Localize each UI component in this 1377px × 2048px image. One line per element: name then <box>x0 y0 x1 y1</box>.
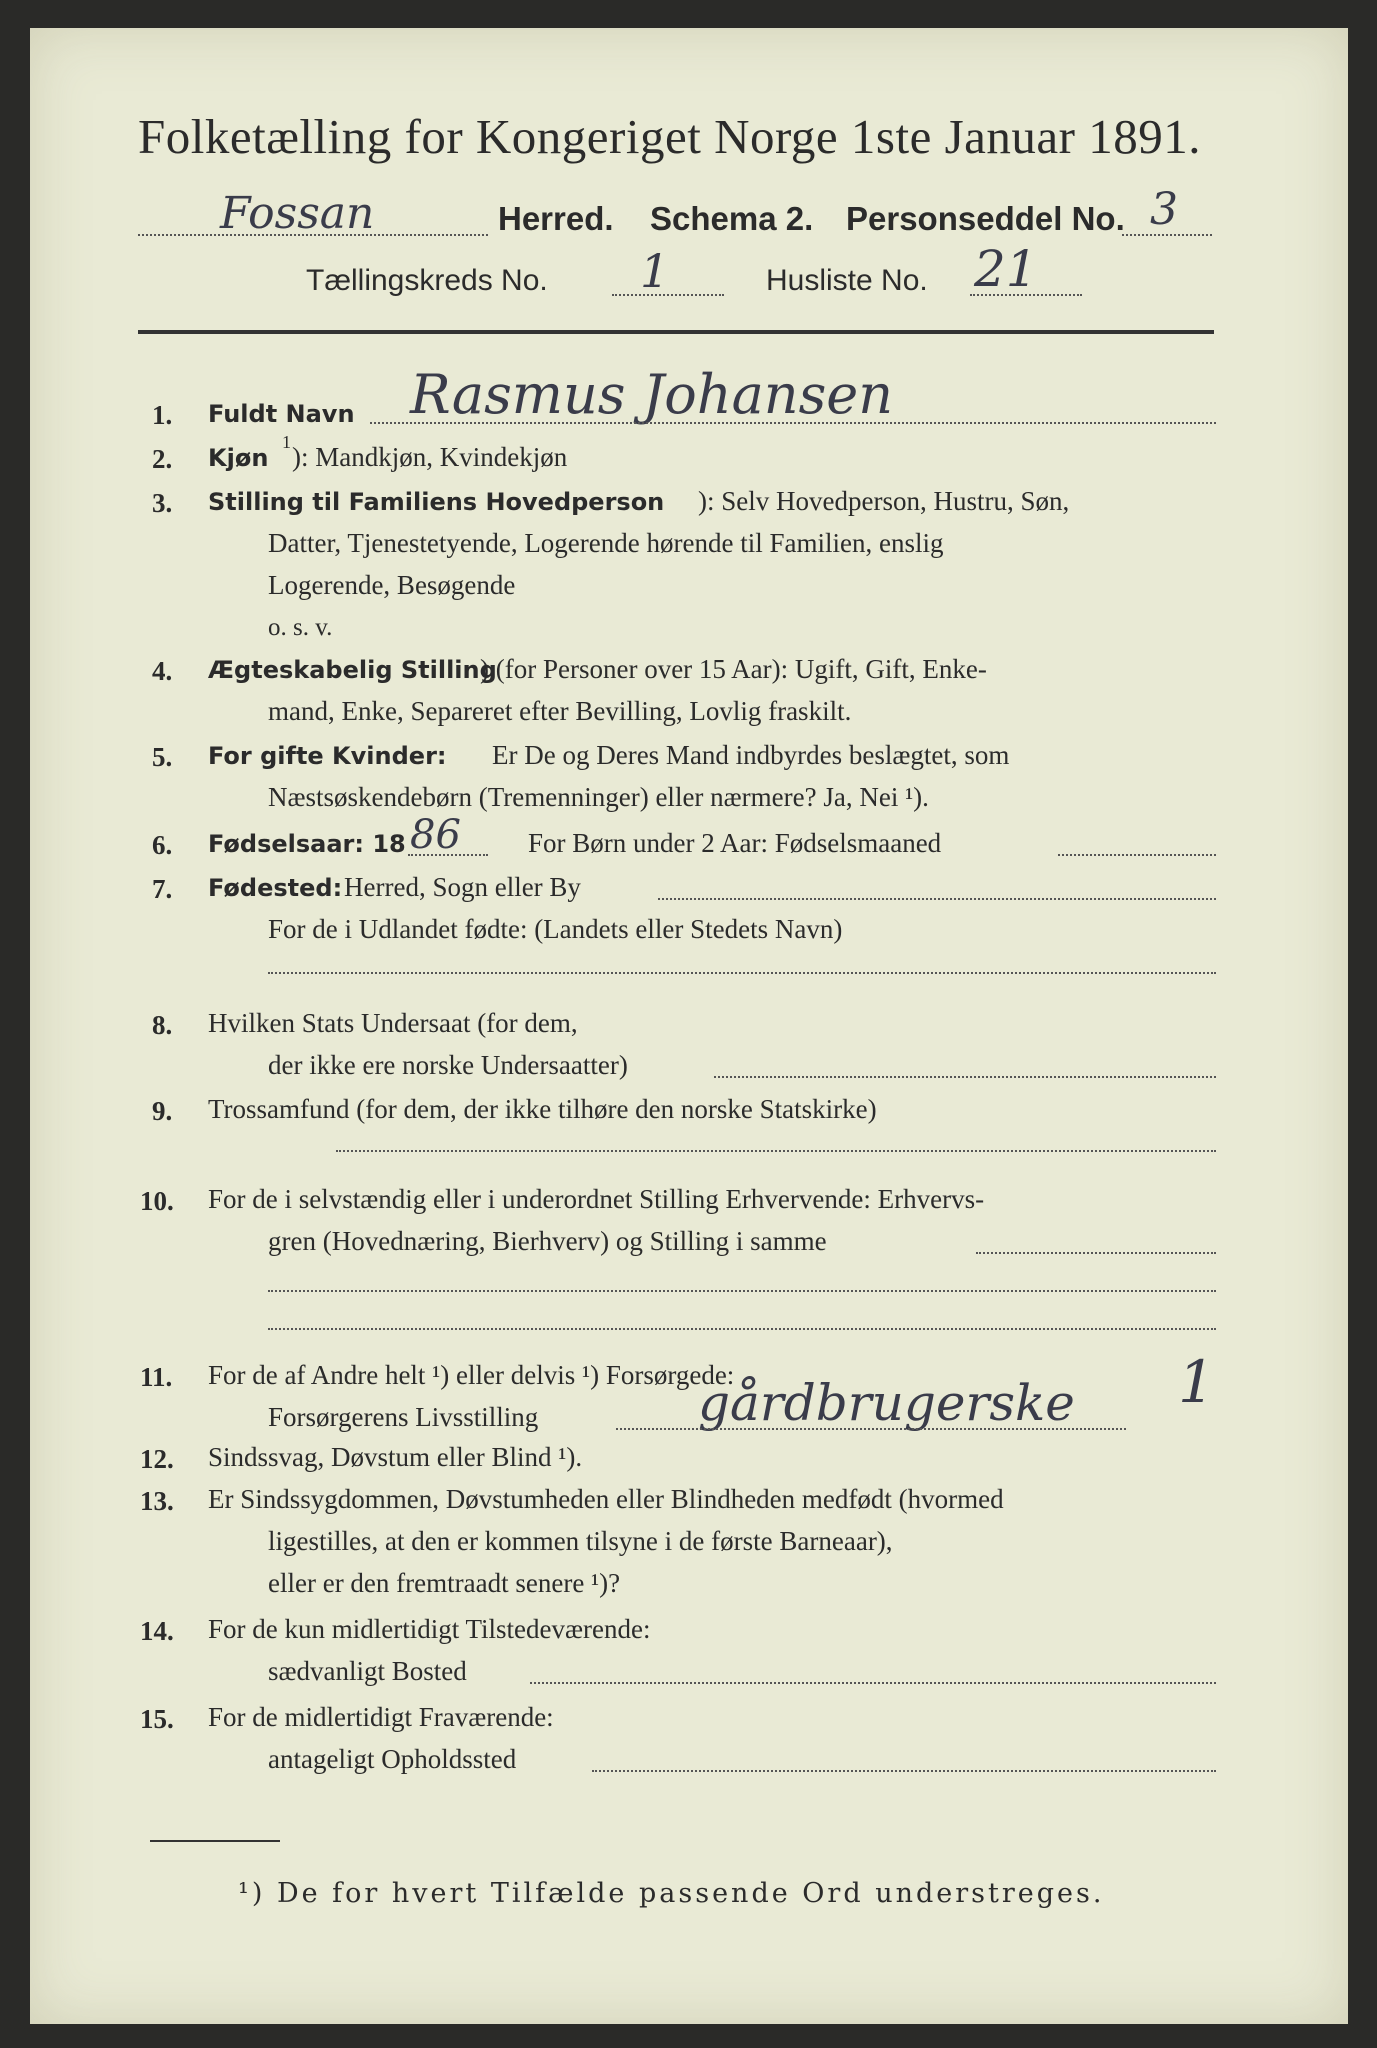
q3-line2: Datter, Tjenestetyende, Logerende hørende til Familien, enslig <box>268 528 944 558</box>
q7-line1: Herred, Sogn eller By <box>344 872 581 902</box>
form-title: Folketælling for Kongeriget Norge 1ste Januar 1891. <box>138 109 1201 164</box>
footnote-rule <box>150 1840 280 1842</box>
q6-value: 86 <box>410 812 461 858</box>
herred-label: Herred. <box>498 200 614 237</box>
q5-line1: Er De og Deres Mand indbyrdes beslægtet, som <box>492 740 1010 770</box>
q14-number: 14. <box>140 1616 174 1646</box>
q3-line3: Logerende, Besøgende <box>268 570 516 600</box>
footnote: ¹) De for hvert Tilfælde passende Ord understreges. <box>238 1878 1105 1909</box>
q1-label: Fuldt Navn <box>208 400 355 428</box>
herred-line <box>138 234 488 236</box>
q8-line <box>714 1076 1216 1078</box>
q1-value: Rasmus Johansen <box>410 363 894 426</box>
q6-number: 6. <box>152 830 173 860</box>
q9-line <box>336 1150 1216 1152</box>
q10-line2: gren (Hovednæring, Bierhverv) og Stilling i samme <box>268 1226 827 1256</box>
q9-number: 9. <box>152 1096 173 1126</box>
q7-blank-line <box>268 972 1216 974</box>
q4-line1: ) (for Personer over 15 Aar): Ugift, Gift, Enke- <box>480 654 987 684</box>
q10-line-c <box>268 1328 1216 1330</box>
q9-line1: Trossamfund (for dem, der ikke tilhøre den norske Statskirke) <box>208 1094 877 1124</box>
husliste-line <box>970 294 1082 296</box>
q13-line1: Er Sindssygdommen, Døvstumheden eller Blindheden medfødt (hvormed <box>208 1484 1004 1514</box>
q2-sup: 1 <box>282 432 291 452</box>
q1-number: 1. <box>152 400 173 430</box>
q14-line1: For de kun midlertidigt Tilstedeværende: <box>208 1614 651 1644</box>
q11-number: 11. <box>140 1362 173 1392</box>
q11-value: gårdbrugerske <box>698 1374 1075 1432</box>
q13-line2: ligestilles, at den er kommen tilsyne i de første Barneaar), <box>268 1526 893 1556</box>
q6-rest: For Børn under 2 Aar: Fødselsmaaned <box>528 828 942 858</box>
q10-number: 10. <box>140 1186 174 1216</box>
q8-line2: der ikke ere norske Undersaatter) <box>268 1050 628 1080</box>
census-form <box>30 28 1348 2024</box>
q10-line-a <box>976 1252 1216 1254</box>
q11-line2: Forsørgerens Livsstilling <box>268 1402 539 1432</box>
q15-number: 15. <box>140 1704 174 1734</box>
q13-number: 13. <box>140 1486 174 1516</box>
q15-line2: antageligt Opholdssted <box>268 1744 517 1774</box>
q14-line2: sædvanligt Bosted <box>268 1656 467 1686</box>
kreds-label: Tællingskreds No. <box>306 264 548 297</box>
q7-number: 7. <box>152 874 173 904</box>
q4-line2: mand, Enke, Separeret efter Bevilling, Lovlig fraskilt. <box>268 696 852 726</box>
q5-label: For gifte Kvinder: <box>208 742 447 770</box>
q4-number: 4. <box>152 656 173 686</box>
q14-line <box>530 1682 1216 1684</box>
personseddel-value: 3 <box>1150 184 1178 235</box>
q5-line2: Næstsøskendebørn (Tremenninger) eller nærmere? Ja, Nei ¹). <box>268 782 929 812</box>
q2-text: ): Mandkjøn, Kvindekjøn <box>292 442 568 472</box>
q6-year-line <box>408 854 488 856</box>
personseddel-label: Personseddel No. <box>846 200 1125 237</box>
q7-label: Fødested: <box>208 874 343 902</box>
q2-number: 2. <box>152 444 173 474</box>
kreds-value: 1 <box>640 244 670 298</box>
q4-label: Ægteskabelig Stilling <box>208 656 497 684</box>
schema-label: Schema 2. <box>650 200 814 237</box>
q13-line3: eller er den fremtraadt senere ¹)? <box>268 1568 621 1598</box>
q3-label: Stilling til Familiens Hovedperson <box>208 488 665 516</box>
q7-line2: For de i Udlandet fødte: (Landets eller Stedets Navn) <box>268 914 843 944</box>
q6-month-line <box>1058 854 1216 856</box>
q3-number: 3. <box>152 488 173 518</box>
header-rule <box>138 330 1214 334</box>
q12-number: 12. <box>140 1444 174 1474</box>
q3-line1: ): Selv Hovedperson, Hustru, Søn, <box>698 486 1070 516</box>
q11-line1: For de af Andre helt ¹) eller delvis ¹) Forsørgede: <box>208 1360 735 1390</box>
q8-line1: Hvilken Stats Undersaat (for dem, <box>208 1008 578 1038</box>
q11-mark: 1 <box>1178 1348 1215 1416</box>
q5-number: 5. <box>152 742 173 772</box>
q7-line1-dots <box>658 898 1216 900</box>
q10-line1: For de i selvstændig eller i underordnet Stilling Erhvervende: Erhvervs- <box>208 1184 985 1214</box>
q10-line-b <box>268 1290 1216 1292</box>
husliste-label: Husliste No. <box>766 264 928 297</box>
q6-label: Fødselsaar: 18 <box>208 830 406 858</box>
personseddel-line <box>1122 234 1212 236</box>
q12-line1: Sindssvag, Døvstum eller Blind ¹). <box>208 1442 583 1472</box>
q3-line4: o. s. v. <box>268 614 333 641</box>
q1-line <box>370 422 1216 424</box>
husliste-value: 21 <box>974 240 1038 298</box>
q2-label: Kjøn <box>208 444 269 472</box>
q11-line <box>616 1428 1126 1430</box>
q15-line1: For de midlertidigt Fraværende: <box>208 1702 554 1732</box>
q8-number: 8. <box>152 1010 173 1040</box>
herred-value: Fossan <box>220 188 375 239</box>
kreds-line <box>612 294 724 296</box>
q15-line <box>592 1770 1216 1772</box>
